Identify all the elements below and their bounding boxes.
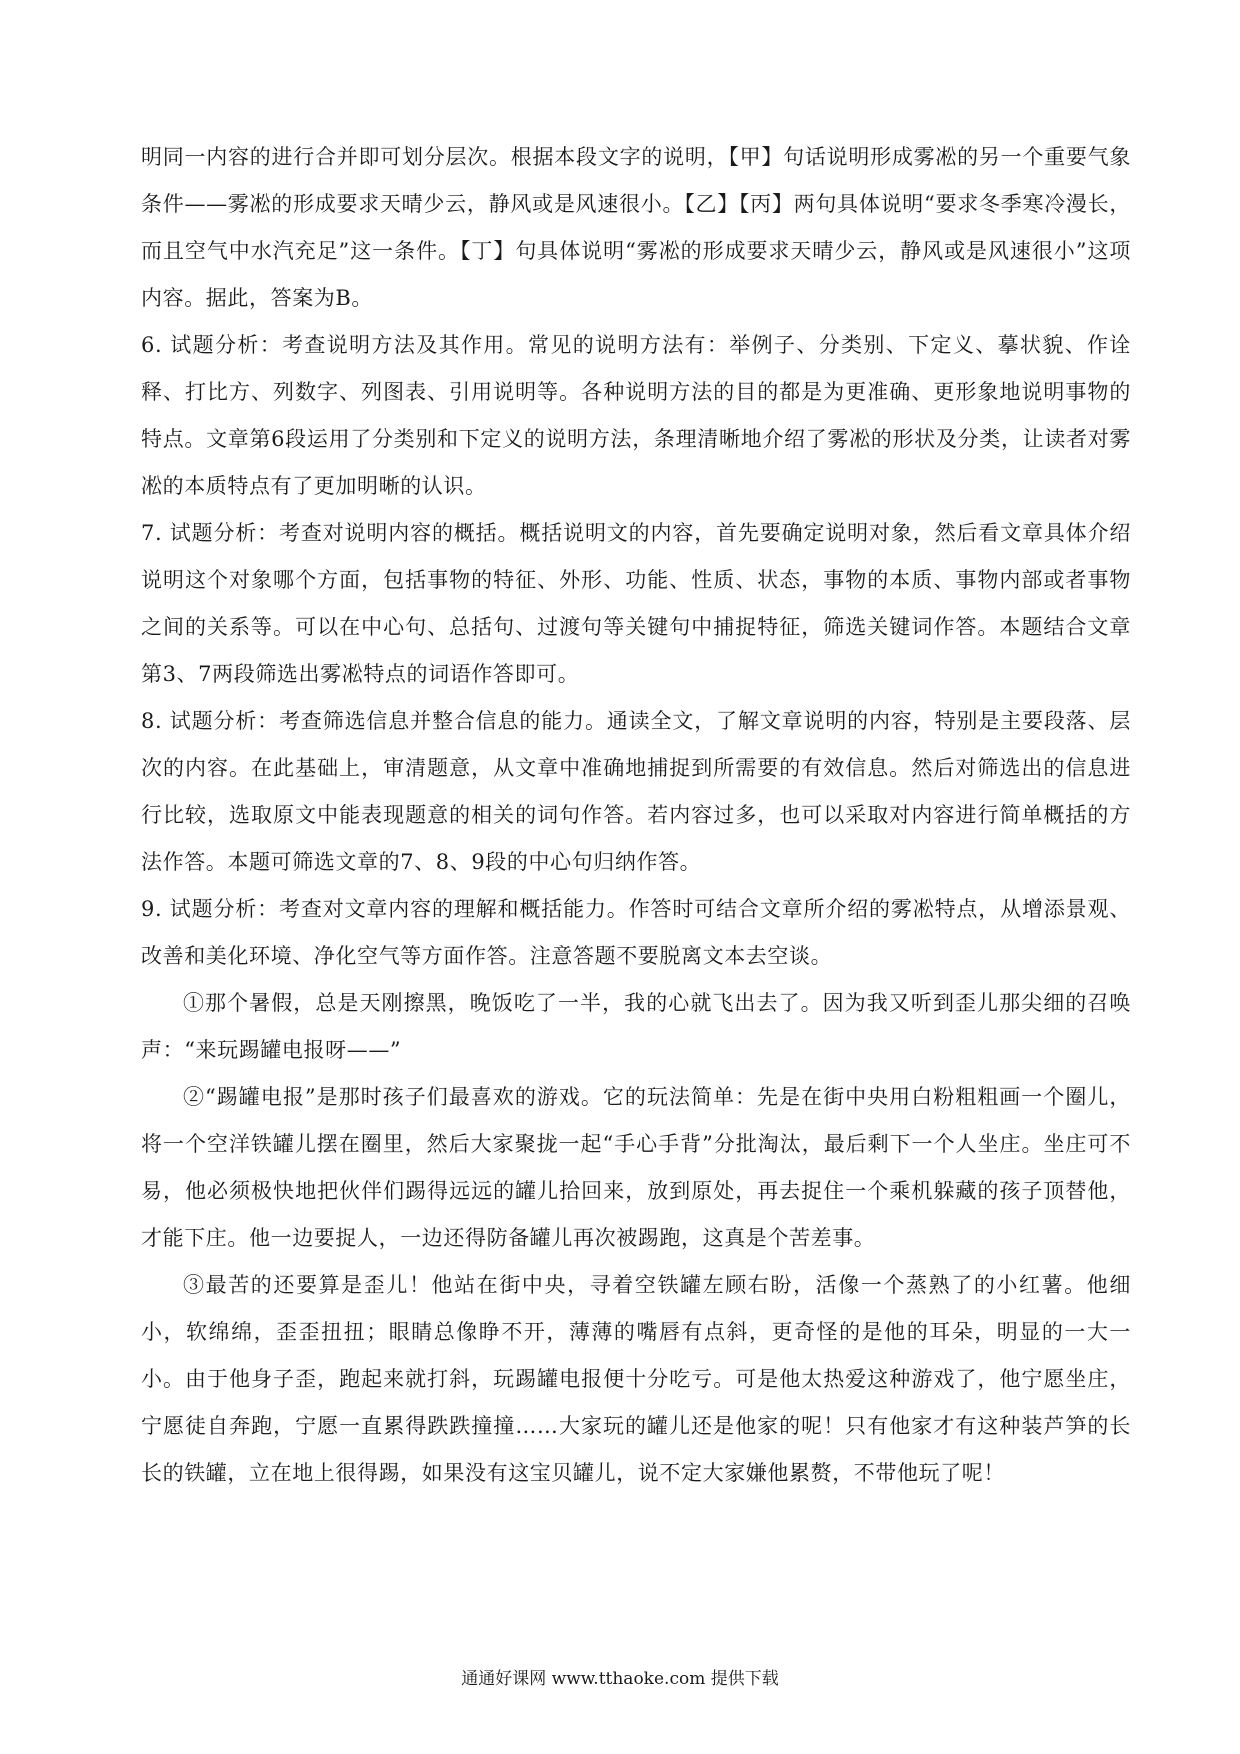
paragraph-story-2: ②“踢罐电报”是那时孩子们最喜欢的游戏。它的玩法简单：先是在街中央用白粉粗粗画一个圈儿，将一个空洋铁罐儿摆在圈里，然后大家聚拢一起“手心手背”分批淘汰，最后剩下一个人坐庄。坐庄可不易，他必须极快地把伙伴们踢得远远的罐儿拾回来，放到原处，再去捉住一个乘机躲藏的孩子顶替他，才能下庄。他一边要捉人，一边还得防备罐儿再次被踢跑，这真是个苦差事。 — [141, 1085, 1131, 1250]
paragraph-answer-9: 9. 试题分析：考查对文章内容的理解和概括能力。作答时可结合文章所介绍的雾凇特点，从增添景观、改善和美化环境、净化空气等方面作答。注意答题不要脱离文本去空谈。 — [141, 897, 1131, 968]
paragraph-story-1: ①那个暑假，总是天刚擦黑，晚饭吃了一半，我的心就飞出去了。因为我又听到歪儿那尖细的召唤声：“来玩踢罐电报呀——” — [141, 991, 1131, 1062]
paragraph-answer-7: 7. 试题分析：考查对说明内容的概括。概括说明文的内容，首先要确定说明对象，然后看文章具体介绍说明这个对象哪个方面，包括事物的特征、外形、功能、性质、状态，事物的本质、事物内部或者事物之间的关系等。可以在中心句、总括句、过渡句等关键句中捕捉特征，筛选关键词作答。本题结合文章第3、7两段筛选出雾凇特点的词语作答即可。 — [141, 521, 1131, 686]
paragraph-story-3: ③最苦的还要算是歪儿！他站在街中央，寻着空铁罐左顾右盼，活像一个蒸熟了的小红薯。他细小，软绵绵，歪歪扭扭；眼睛总像睁不开，薄薄的嘴唇有点斜，更奇怪的是他的耳朵，明显的一大一小。由于他身子歪，跑起来就打斜，玩踢罐电报便十分吃亏。可是他太热爱这种游戏了，他宁愿坐庄，宁愿徒自奔跑，宁愿一直累得跌跌撞撞……大家玩的罐儿还是他家的呢！只有他家才有这种装芦笋的长长的铁罐，立在地上很得踢，如果没有这宝贝罐儿，说不定大家嫌他累赘，不带他玩了呢！ — [141, 1273, 1131, 1485]
paragraph-continuation: 明同一内容的进行合并即可划分层次。根据本段文字的说明，【甲】句话说明形成雾凇的另一个重要气象条件——雾凇的形成要求天晴少云，静风或是风速很小。【乙】【丙】两句具体说明“要求冬季寒冷漫长，而且空气中水汽充足”这一条件。【丁】句具体说明“雾凇的形成要求天晴少云，静风或是风速很小”这项内容。据此，答案为B。 — [141, 145, 1131, 310]
document-body — [141, 134, 1131, 1497]
paragraph-answer-8: 8. 试题分析：考查筛选信息并整合信息的能力。通读全文，了解文章说明的内容，特别是主要段落、层次的内容。在此基础上，审清题意，从文章中准确地捕捉到所需要的有效信息。然后对筛选出的信息进行比较，选取原文中能表现题意的相关的词句作答。若内容过多，也可以采取对内容进行简单概括的方法作答。本题可筛选文章的7、8、9段的中心句归纳作答。 — [141, 709, 1131, 874]
paragraph-answer-6: 6. 试题分析：考查说明方法及其作用。常见的说明方法有：举例子、分类别、下定义、摹状貌、作诠释、打比方、列数字、列图表、引用说明等。各种说明方法的目的都是为更准确、更形象地说明事物的特点。文章第6段运用了分类别和下定义的说明方法，条理清晰地介绍了雾凇的形状及分类，让读者对雾凇的本质特点有了更加明晰的认识。 — [141, 333, 1131, 498]
page-footer: 通通好课网 www.tthaoke.com 提供下载 — [461, 1669, 779, 1689]
